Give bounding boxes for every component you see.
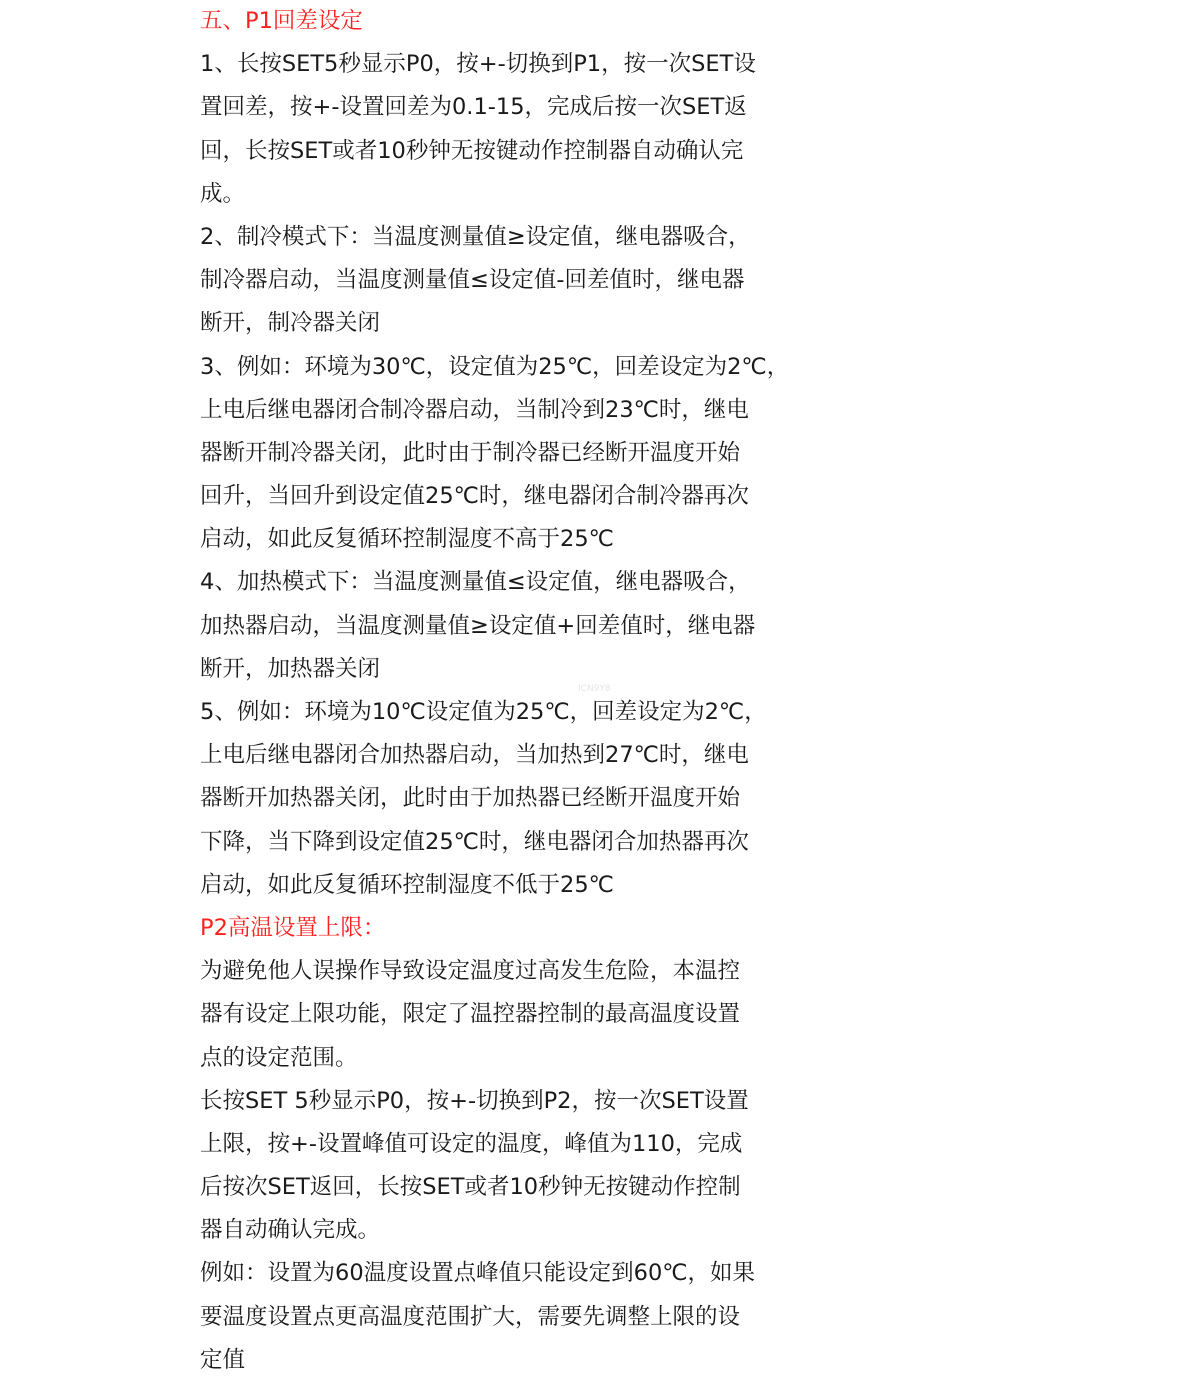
text-line: 制冷器启动，当温度测量值≤设定值-回差值时，继电器 (200, 267, 745, 294)
paragraph-item-1 (200, 43, 810, 216)
text-line: 器有设定上限功能，限定了温控器控制的最高温度设置 (200, 1001, 741, 1028)
text-line: 成。 (200, 180, 246, 207)
text-line: 下降，当下降到设定值25℃时，继电器闭合加热器再次 (200, 828, 749, 855)
paragraph-p2-steps (200, 1080, 810, 1253)
text-line: 5、例如：环境为10℃设定值为25℃，回差设定为2℃， (200, 699, 767, 725)
paragraph-item-5 (200, 691, 810, 907)
text-line: 启动，如此反复循环控制湿度不低于25℃ (200, 871, 614, 898)
text-line: 置回差，按+-设置回差为0.1-15，完成后按一次SET返 (200, 94, 747, 121)
text-line: 定值 (200, 1346, 246, 1373)
document-body (200, 0, 810, 1382)
text-line: 器断开加热器关闭，此时由于加热器已经断开温度开始 (200, 785, 741, 812)
text-line: 后按次SET返回，长按SET或者10秒钟无按键动作控制 (200, 1174, 741, 1201)
text-line: 加热器启动，当温度测量值≥设定值+回差值时，继电器 (200, 612, 756, 639)
text-line: 断开，加热器关闭 (200, 655, 381, 682)
text-line: 断开，制冷器关闭 (200, 310, 381, 337)
section-heading-p2: P2高温设置上限： (200, 914, 386, 941)
paragraph-p2-example (200, 1252, 810, 1382)
text-line: 要温度设置点更高温度范围扩大，需要先调整上限的设 (200, 1303, 741, 1330)
text-line: 上限，按+-设置峰值可设定的温度，峰值为110，完成 (200, 1130, 743, 1157)
section-p2 (200, 907, 810, 1382)
text-line: 启动，如此反复循环控制湿度不高于25℃ (200, 526, 614, 553)
text-line: 长按SET 5秒显示P0，按+-切换到P2，按一次SET设置 (200, 1087, 749, 1114)
text-line: 器自动确认完成。 (200, 1217, 381, 1244)
paragraph-item-4 (200, 561, 810, 691)
section-heading-p1: 五、P1回差设定 (200, 8, 363, 34)
text-line: 器断开制冷器关闭，此时由于制冷器已经断开温度开始 (200, 439, 741, 466)
text-line: 2、制冷模式下：当温度测量值≥设定值，继电器吸合， (200, 223, 751, 250)
text-line: 3、例如：环境为30℃，设定值为25℃，回差设定为2℃， (200, 353, 790, 380)
section-p1 (200, 0, 810, 907)
text-line: 上电后继电器闭合加热器启动，当加热到27℃时，继电 (200, 742, 749, 769)
watermark-text: ICN9Y8 (578, 684, 611, 694)
text-line: 点的设定范围。 (200, 1044, 358, 1071)
text-line: 上电后继电器闭合制冷器启动，当制冷到23℃时，继电 (200, 396, 749, 423)
paragraph-p2-intro (200, 950, 810, 1080)
text-line: 为避免他人误操作导致设定温度过高发生危险，本温控 (200, 958, 741, 985)
paragraph-item-3 (200, 346, 810, 562)
text-line: 回，长按SET或者10秒钟无按键动作控制器自动确认完 (200, 137, 744, 164)
text-line: 4、加热模式下：当温度测量值≤设定值，继电器吸合， (200, 569, 751, 596)
paragraph-item-2 (200, 216, 810, 346)
text-line: 例如：设置为60温度设置点峰值只能设定到60℃，如果 (200, 1260, 756, 1287)
text-line: 1、长按SET5秒显示P0，按+-切换到P1，按一次SET设 (200, 51, 756, 78)
text-line: 回升，当回升到设定值25℃时，继电器闭合制冷器再次 (200, 483, 749, 510)
